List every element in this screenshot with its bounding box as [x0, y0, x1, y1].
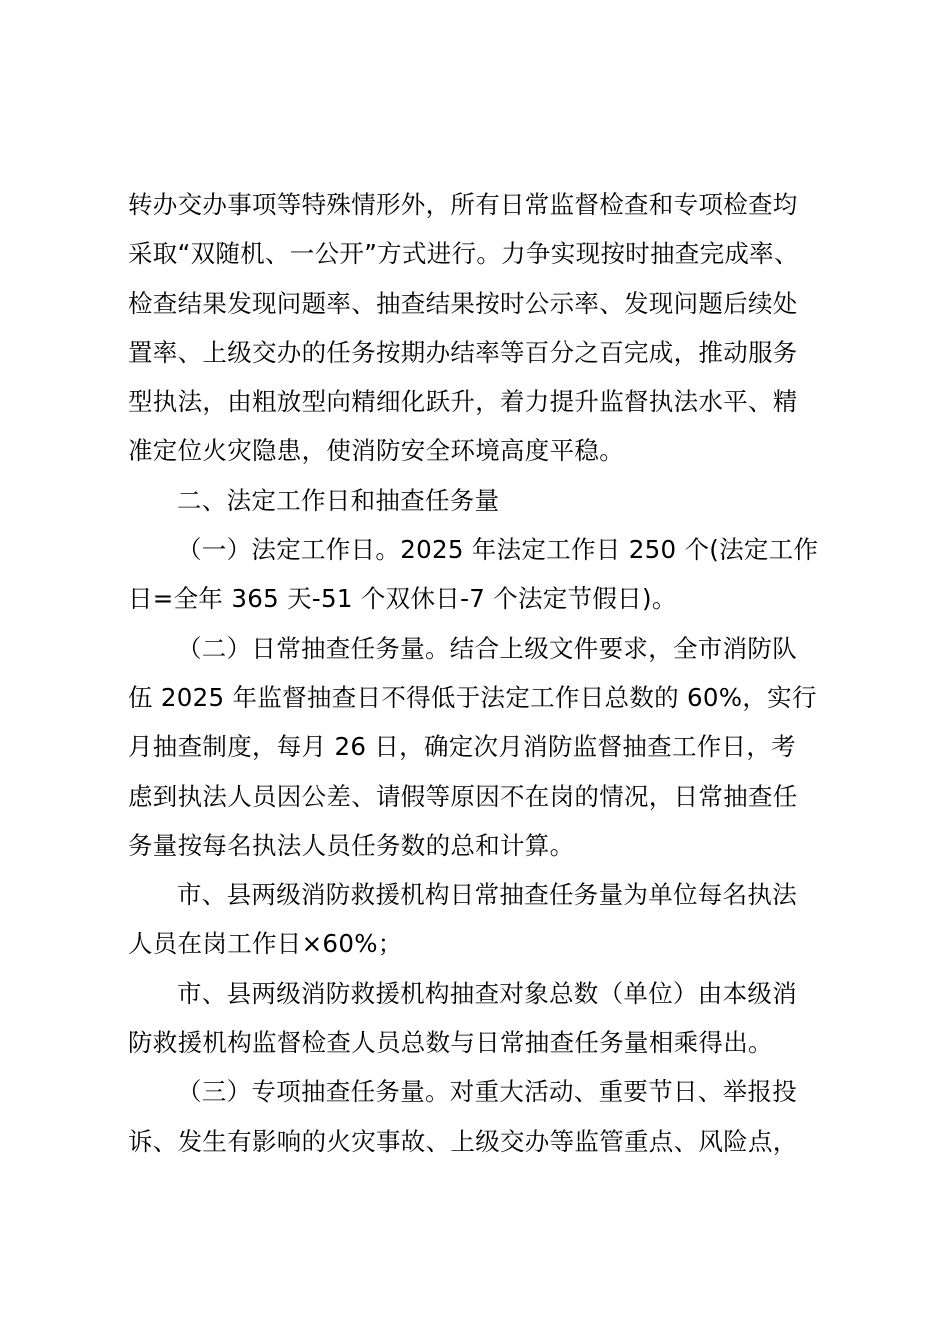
- paragraph-line: 置率、上级交办的任务按期办结率等百分之百完成，推动服务: [128, 337, 798, 367]
- document-body: [128, 180, 840, 1166]
- section-heading: 二、法定工作日和抽查任务量: [177, 485, 500, 515]
- paragraph-line: 虑到执法人员因公差、请假等原因不在岗的情况，日常抽查任: [128, 781, 798, 811]
- paragraph-line: 检查结果发现问题率、抽查结果按时公示率、发现问题后续处: [128, 288, 798, 318]
- paragraph-line: （二）日常抽查任务量。结合上级文件要求，全市消防队: [177, 633, 797, 663]
- paragraph-line: （一）法定工作日。2025 年法定工作日 250 个(法定工作: [177, 535, 819, 565]
- paragraph-line: 型执法，由粗放型向精细化跃升，着力提升监督执法水平、精: [128, 387, 798, 417]
- paragraph-line: 日=全年 365 天-51 个双休日-7 个法定节假日)。: [128, 584, 677, 614]
- paragraph-line: 务量按每名执法人员任务数的总和计算。: [128, 830, 575, 860]
- paragraph-line: 伍 2025 年监督抽查日不得低于法定工作日总数的 60%，实行: [128, 682, 817, 712]
- paragraph-line: 采取“双随机、一公开”方式进行。力争实现按时抽查完成率、: [128, 239, 799, 269]
- paragraph-line: 防救援机构监督检查人员总数与日常抽查任务量相乘得出。: [128, 1028, 773, 1058]
- paragraph-line: 市、县两级消防救援机构日常抽查任务量为单位每名执法: [177, 880, 797, 910]
- paragraph-line: （三）专项抽查任务量。对重大活动、重要节日、举报投: [177, 1077, 797, 1107]
- paragraph-line: 人员在岗工作日×60%；: [128, 929, 403, 959]
- paragraph-line: 市、县两级消防救援机构抽查对象总数（单位）由本级消: [177, 978, 797, 1008]
- paragraph-line: 月抽查制度，每月 26 日，确定次月消防监督抽查工作日，考: [128, 732, 796, 762]
- paragraph-line: 诉、发生有影响的火灾事故、上级交办等监管重点、风险点，: [128, 1126, 798, 1156]
- paragraph-line: 转办交办事项等特殊情形外，所有日常监督检查和专项检查均: [128, 190, 798, 219]
- paragraph-line: 准定位火灾隐患，使消防安全环境高度平稳。: [128, 436, 624, 466]
